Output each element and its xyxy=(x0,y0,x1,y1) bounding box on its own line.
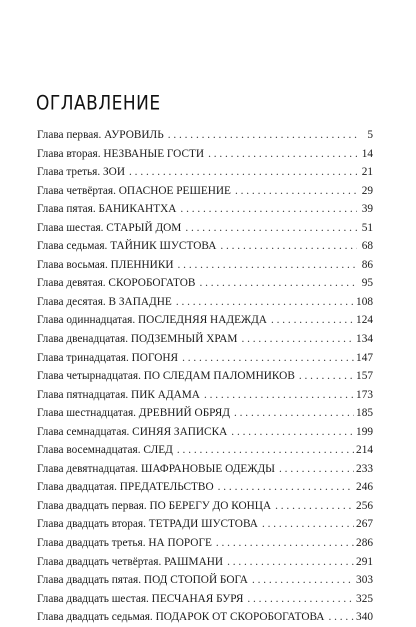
toc-entry xyxy=(37,330,373,349)
toc-entry xyxy=(37,534,373,553)
toc-entry-title: Глава тринадцатая. ПОГОНЯ xyxy=(37,351,179,364)
toc-entry-page-number: 256 xyxy=(356,499,373,512)
toc-entry-page-number: 214 xyxy=(356,444,373,457)
dot-leader xyxy=(234,404,354,423)
toc-entry-page-number: 86 xyxy=(361,258,373,271)
toc-entry xyxy=(37,182,373,201)
toc-entry-title: Глава вторая. НЕЗВАНЫЕ ГОСТИ xyxy=(37,147,205,160)
dot-leader xyxy=(199,274,357,293)
toc-entry xyxy=(37,441,373,460)
toc-entry xyxy=(37,553,373,572)
toc-entry-page-number: 51 xyxy=(361,221,373,234)
toc-entry-page-number: 29 xyxy=(361,184,373,197)
dot-leader xyxy=(178,256,357,275)
toc-entry-title: Глава шестнадцатая. ДРЕВНИЙ ОБРЯД xyxy=(37,407,230,420)
toc-entry-title: Глава двадцатая. ПРЕДАТЕЛЬСТВО xyxy=(37,481,214,494)
toc-entry xyxy=(37,274,373,293)
toc-entry xyxy=(37,349,373,368)
toc-entry-page-number: 173 xyxy=(356,388,373,401)
toc-entry-title: Глава двадцать пятая. ПОД СТОПОЙ БОГА xyxy=(37,574,248,587)
dot-leader xyxy=(262,515,354,534)
toc-entry-page-number: 147 xyxy=(356,351,373,364)
dot-leader xyxy=(235,182,357,201)
dot-leader xyxy=(180,200,357,219)
toc-entry-title: Глава восьмая. ПЛЕННИКИ xyxy=(37,258,174,271)
toc-entry-page-number: 68 xyxy=(361,240,373,253)
dot-leader xyxy=(299,367,354,386)
dot-leader xyxy=(176,293,354,312)
toc-entry xyxy=(37,293,373,312)
toc-entry-page-number: 157 xyxy=(356,370,373,383)
dot-leader xyxy=(275,497,354,516)
toc-entry xyxy=(37,386,373,405)
dot-leader xyxy=(279,460,354,479)
toc-entry-page-number: 267 xyxy=(356,518,373,531)
dot-leader xyxy=(252,571,354,590)
toc-entry xyxy=(37,497,373,516)
toc-entry-title: Глава пятая. БАНИКАНТХА xyxy=(37,203,177,216)
toc-entry-page-number: 185 xyxy=(356,407,373,420)
toc-entry-page-number: 199 xyxy=(356,425,373,438)
toc-entry-title: Глава шестая. СТАРЫЙ ДОМ xyxy=(37,221,182,234)
toc-entry-page-number: 14 xyxy=(361,147,373,160)
dot-leader xyxy=(185,219,357,238)
toc-entry-title: Глава четвёртая. ОПАСНОЕ РЕШЕНИЕ xyxy=(37,184,231,197)
dot-leader xyxy=(227,553,354,572)
dot-leader xyxy=(177,441,354,460)
toc-entry xyxy=(37,200,373,219)
toc-entry-title: Глава первая. АУРОВИЛЬ xyxy=(37,129,164,141)
dot-leader xyxy=(168,126,357,145)
toc-entry-title: Глава третья. ЗОИ xyxy=(37,166,126,179)
toc-entry xyxy=(37,460,373,479)
toc-entry-page-number: 39 xyxy=(361,203,373,216)
toc-entry xyxy=(37,590,373,609)
toc-entry-page-number: 21 xyxy=(361,166,373,179)
toc-entry xyxy=(37,219,373,238)
dot-leader xyxy=(129,163,357,182)
toc-entry-page-number: 95 xyxy=(361,277,373,290)
toc-entry xyxy=(37,608,373,627)
toc-entry-title: Глава восемнадцатая. СЛЕД xyxy=(37,444,173,457)
toc-title: ОГЛАВЛЕНИЕ xyxy=(36,92,161,115)
toc-entry-page-number: 325 xyxy=(356,592,373,605)
toc-entry xyxy=(37,126,373,145)
toc-entry-title: Глава двадцать четвёртая. РАШМАНИ xyxy=(37,555,224,568)
toc-entry xyxy=(37,478,373,497)
dot-leader xyxy=(271,311,354,330)
dot-leader xyxy=(247,590,354,609)
toc-entry xyxy=(37,256,373,275)
dot-leader xyxy=(208,145,357,164)
toc-entry xyxy=(37,145,373,164)
dot-leader xyxy=(241,330,354,349)
toc-entry xyxy=(37,237,373,256)
toc-entry-title: Глава двадцать седьмая. ПОДАРОК ОТ СКОРОБОГАТОВА xyxy=(37,611,325,624)
toc-entry-title: Глава десятая. В ЗАПАДНЕ xyxy=(37,295,172,308)
toc-entry-title: Глава двадцать шестая. ПЕСЧАНАЯ БУРЯ xyxy=(37,592,244,605)
toc-entry xyxy=(37,311,373,330)
toc-entry-page-number: 5 xyxy=(367,129,373,141)
toc-entry-page-number: 233 xyxy=(356,462,373,475)
toc-entry xyxy=(37,571,373,590)
toc-entry-page-number: 291 xyxy=(356,555,373,568)
dot-leader xyxy=(231,423,354,442)
dot-leader xyxy=(204,386,354,405)
toc-entry-title: Глава двадцать вторая. ТЕТРАДИ ШУСТОВА xyxy=(37,518,258,531)
toc-entry xyxy=(37,163,373,182)
toc-entry-title: Глава четырнадцатая. ПО СЛЕДАМ ПАЛОМНИКОВ xyxy=(37,370,295,383)
toc-entry-title: Глава двадцать первая. ПО БЕРЕГУ ДО КОНЦА xyxy=(37,499,272,512)
dot-leader xyxy=(328,608,354,627)
toc-entry xyxy=(37,423,373,442)
dot-leader xyxy=(216,534,354,553)
toc-entry xyxy=(37,367,373,386)
toc-entry xyxy=(37,515,373,534)
toc-entry-title: Глава двенадцатая. ПОДЗЕМНЫЙ ХРАМ xyxy=(37,333,238,346)
dot-leader xyxy=(182,349,354,368)
toc-entry-page-number: 340 xyxy=(356,611,373,624)
toc-entry-page-number: 134 xyxy=(356,333,373,346)
dot-leader xyxy=(218,478,354,497)
toc-entry-title: Глава пятнадцатая. ПИК АДАМА xyxy=(37,388,200,401)
toc-entry-title: Глава семнадцатая. СИНЯЯ ЗАПИСКА xyxy=(37,425,228,438)
toc-entry-page-number: 108 xyxy=(356,295,373,308)
toc-entry-title: Глава двадцать третья. НА ПОРОГЕ xyxy=(37,537,212,550)
toc-list xyxy=(37,126,373,627)
toc-entry-page-number: 286 xyxy=(356,537,373,550)
toc-entry-page-number: 246 xyxy=(356,481,373,494)
toc-entry-title: Глава девятнадцатая. ШАФРАНОВЫЕ ОДЕЖДЫ xyxy=(37,462,276,475)
toc-entry-page-number: 303 xyxy=(356,574,373,587)
toc-entry-title: Глава седьмая. ТАЙНИК ШУСТОВА xyxy=(37,240,217,253)
dot-leader xyxy=(220,237,357,256)
toc-entry-title: Глава девятая. СКОРОБОГАТОВ xyxy=(37,277,196,290)
toc-entry-title: Глава одиннадцатая. ПОСЛЕДНЯЯ НАДЕЖДА xyxy=(37,314,267,327)
toc-entry xyxy=(37,404,373,423)
toc-entry-page-number: 124 xyxy=(356,314,373,327)
